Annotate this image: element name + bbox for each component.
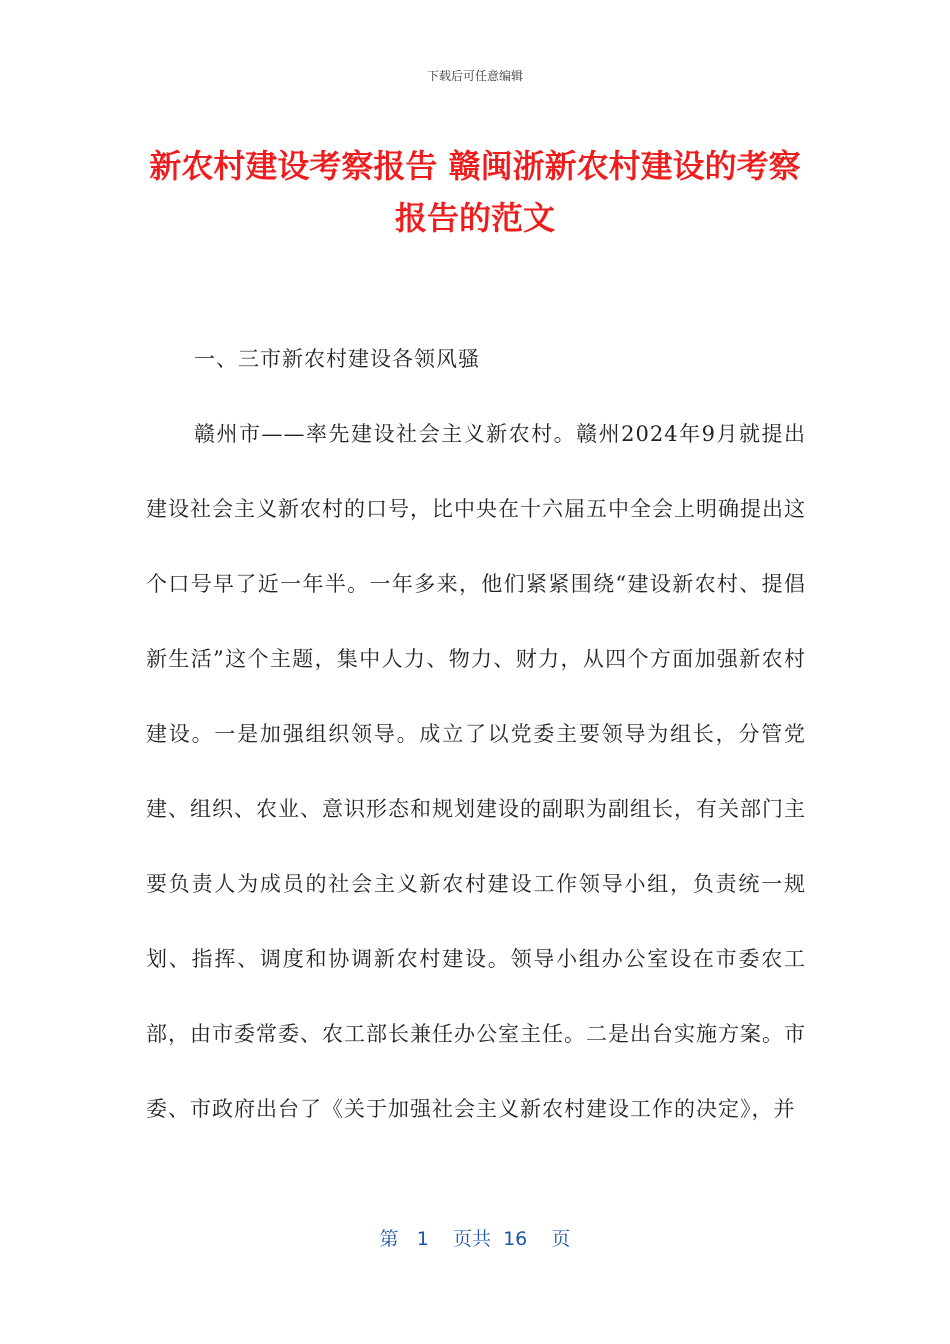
footer-suffix: 页 bbox=[551, 1228, 571, 1250]
footer-middle: 页共 bbox=[452, 1228, 491, 1250]
section-heading: 一、三市新农村建设各领风骚 bbox=[194, 347, 480, 371]
footer-prefix: 第 bbox=[379, 1228, 399, 1250]
footer-total-pages: 16 bbox=[503, 1228, 528, 1250]
body-paragraph: 赣州市——率先建设社会主义新农村。赣州2024年9月就提出建设社会主义新农村的口号，比中央在十六届五中全会上明确提出这个口号早了近一年半。一年多来，他们紧紧围绕“建设新农村、提倡新生活”这个主题，集中人力、物力、财力，从四个方面加强新农村建设。一是加强组织领导。成立了以党委主要领导为组长，分管党建、组织、农业、意识形态和规划建设的副职为副组长，有关部门主要负责人为成员的社会主义新农村建设工作领导小组，负责统一规划、指挥、调度和协调新农村建设。领导小组办公室设在市委农工部，由市委常委、农工部长兼任办公室主任。二是出台实施方案。市委、市政府出台了《关于加强社会主义新农村建设工作的决定》，并 bbox=[146, 422, 806, 1121]
page-footer bbox=[0, 1224, 950, 1251]
document-body bbox=[146, 322, 806, 1147]
header-note: 下载后可任意编辑 bbox=[426, 69, 523, 83]
footer-page-number: 1 bbox=[416, 1228, 429, 1250]
document-title: 新农村建设考察报告 赣闽浙新农村建设的考察报告的范文 bbox=[149, 147, 801, 237]
